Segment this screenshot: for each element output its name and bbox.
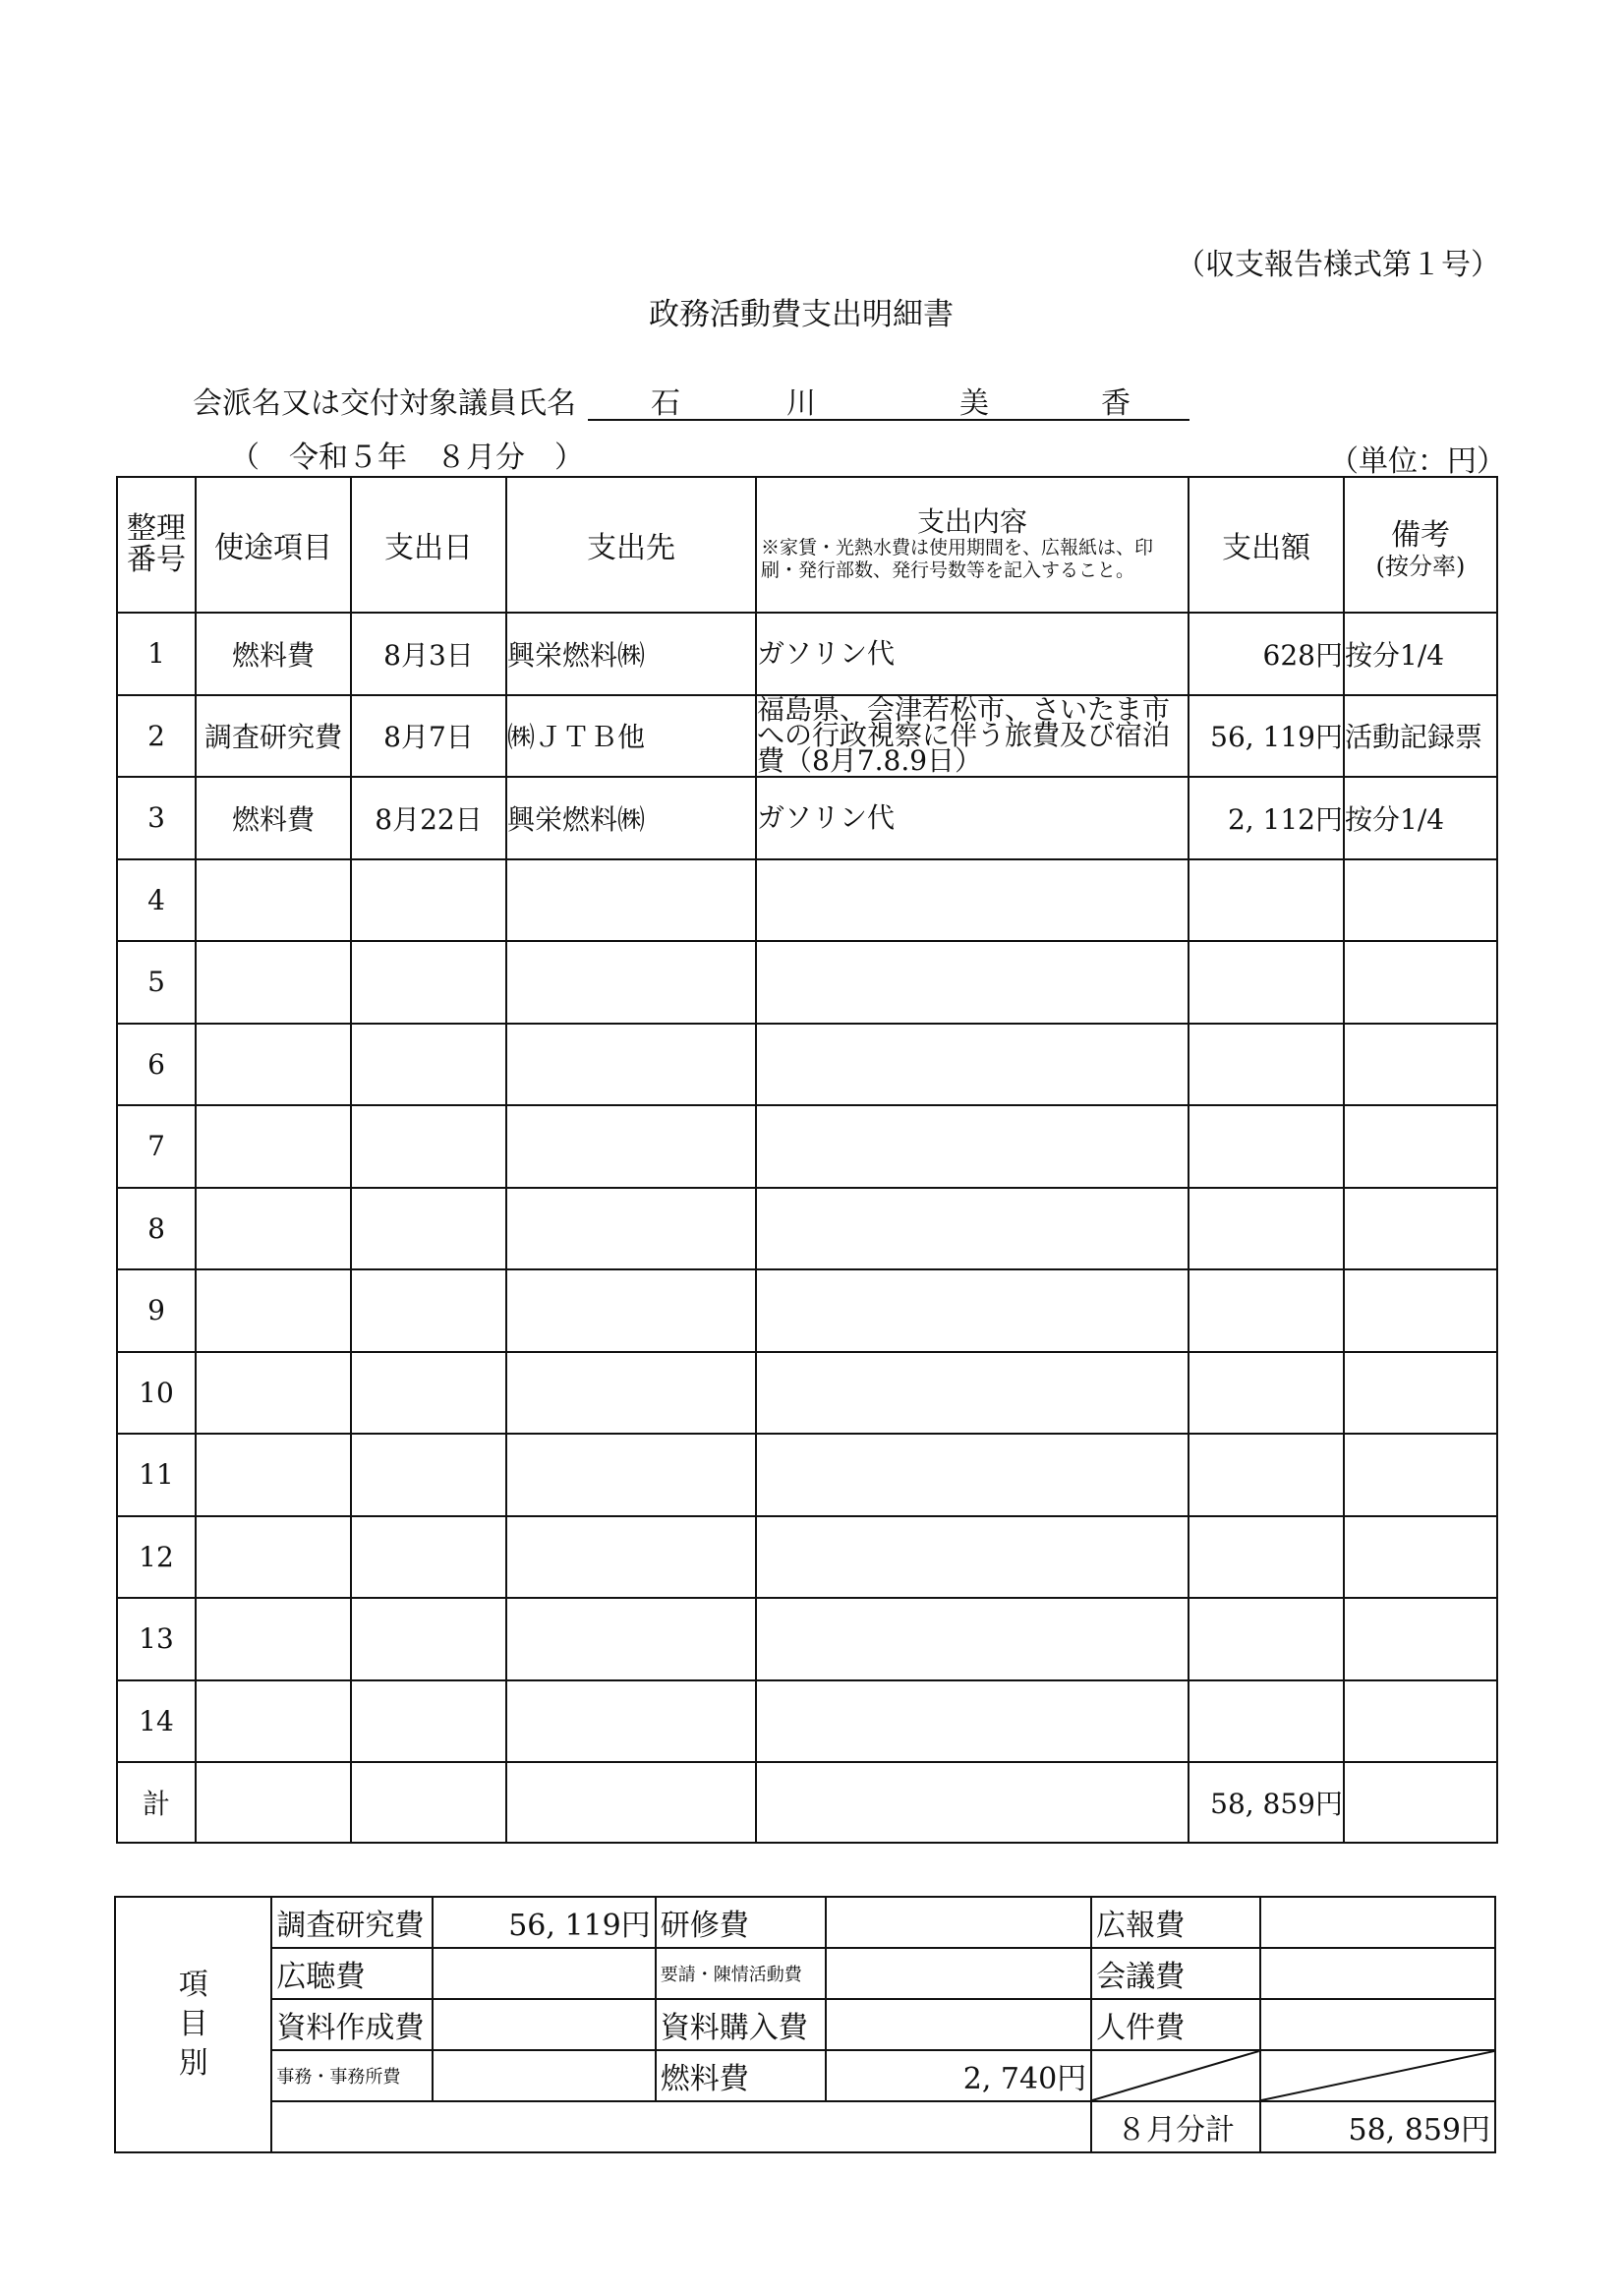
row-number: 8 [117,1188,196,1270]
row-number: 3 [117,777,196,859]
row-amount [1189,1105,1344,1188]
row-description [756,1598,1189,1680]
table-header-row [117,477,1497,613]
row-payee: 興栄燃料㈱ [506,777,756,859]
summary-value-petition [826,1948,1091,1999]
row-amount [1189,1434,1344,1516]
summary-value-training [826,1897,1091,1948]
row-description: ガソリン代 [756,613,1189,695]
row-number: 4 [117,859,196,942]
row-date [351,1105,506,1188]
total-empty-cell [506,1762,756,1843]
row-date [351,1024,506,1106]
row-amount [1189,1188,1344,1270]
row-category [196,859,351,942]
summary-value-meeting [1260,1948,1495,1999]
row-category [196,1024,351,1106]
row-category [196,1105,351,1188]
diagonal-line [1092,2051,1259,2100]
header-description-main: 支出内容 [916,505,1027,538]
row-date [351,1598,506,1680]
row-amount [1189,941,1344,1024]
table-row [117,1188,1497,1270]
row-amount [1189,1352,1344,1435]
row-date [351,1269,506,1352]
member-name-char: 川 [786,386,816,421]
report-period: （ 令和５年 ８月分 ） [230,441,584,475]
row-description [756,1105,1189,1188]
summary-label-office: 事務・事務所費 [271,2050,432,2101]
row-date [351,1352,506,1435]
row-payee [506,1680,756,1763]
row-category: 燃料費 [196,777,351,859]
table-row [117,1352,1497,1435]
header-payee: 支出先 [506,477,756,613]
row-category: 調査研究費 [196,695,351,778]
table-row [117,1680,1497,1763]
row-remarks: 按分1/4 [1344,613,1497,695]
row-payee [506,1024,756,1106]
total-row [117,1762,1497,1843]
summary-label-fuel: 燃料費 [656,2050,827,2101]
row-remarks [1344,1269,1497,1352]
row-number: 6 [117,1024,196,1106]
summary-blank-cell [271,2101,1091,2152]
summary-value-personnel [1260,1999,1495,2050]
category-label-text: 項目別 [178,1968,208,2081]
row-date [351,941,506,1024]
row-number: 1 [117,613,196,695]
row-number: 14 [117,1680,196,1763]
month-total-value: 58, 859円 [1260,2101,1495,2152]
name-label: 会派名又は交付対象議員氏名 [193,386,576,421]
header-remarks-sub: (按分率) [1375,553,1466,580]
total-label: 計 [117,1762,196,1843]
row-payee [506,941,756,1024]
row-remarks [1344,941,1497,1024]
table-row [117,777,1497,859]
row-date [351,1680,506,1763]
table-row [117,1598,1497,1680]
row-description [756,1680,1189,1763]
row-category [196,1680,351,1763]
member-name-char: 香 [1101,386,1131,421]
summary-label-meeting: 会議費 [1091,1948,1260,1999]
row-category: 燃料費 [196,613,351,695]
header-category: 使途項目 [196,477,351,613]
header-remarks-main: 備考 [1391,518,1450,553]
total-empty-cell [351,1762,506,1843]
diagonal-blank-cell [1260,2050,1495,2101]
row-remarks [1344,1598,1497,1680]
row-category [196,1269,351,1352]
member-name-char: 美 [959,386,989,421]
row-remarks [1344,1516,1497,1599]
row-description: 福島県、会津若松市、さいたま市への行政視察に伴う旅費及び宿泊費（8月7.8.9日） [756,695,1189,778]
summary-label-doc-creation: 資料作成費 [271,1999,432,2050]
row-amount: 628円 [1189,613,1344,695]
row-number: 2 [117,695,196,778]
summary-value-doc-purchase [826,1999,1091,2050]
row-payee: 興栄燃料㈱ [506,613,756,695]
row-payee [506,1434,756,1516]
table-row [117,1516,1497,1599]
row-remarks [1344,1105,1497,1188]
row-number: 10 [117,1352,196,1435]
row-category [196,1516,351,1599]
row-remarks [1344,1352,1497,1435]
header-remarks [1344,477,1497,613]
summary-value-pr [1260,1897,1495,1948]
row-description [756,1269,1189,1352]
row-category [196,941,351,1024]
header-description-note: ※家賃・光熱水費は使用期間を、広報紙は、印刷・発行部数、発行号数等を記入すること。 [761,537,1154,581]
header-description [756,477,1189,613]
category-label [115,1897,271,2152]
table-row [117,1024,1497,1106]
row-amount [1189,1024,1344,1106]
row-description [756,1434,1189,1516]
row-date [351,1516,506,1599]
header-no: 整理番号 [117,477,196,613]
row-remarks: 按分1/4 [1344,777,1497,859]
expenditure-table [116,476,1498,1844]
row-date: 8月22日 [351,777,506,859]
month-total-label: ８月分計 [1091,2101,1260,2152]
row-payee [506,1516,756,1599]
diagonal-blank-cell [1091,2050,1260,2101]
row-number: 11 [117,1434,196,1516]
table-row [117,1434,1497,1516]
row-amount [1189,859,1344,942]
row-amount [1189,1598,1344,1680]
row-number: 12 [117,1516,196,1599]
row-payee [506,1598,756,1680]
total-empty-cell [1344,1762,1497,1843]
document-title: 政務活動費支出明細書 [649,297,954,332]
row-remarks [1344,859,1497,942]
row-amount [1189,1269,1344,1352]
row-number: 7 [117,1105,196,1188]
row-payee [506,859,756,942]
row-description: ガソリン代 [756,777,1189,859]
row-payee [506,1188,756,1270]
row-remarks: 活動記録票 [1344,695,1497,778]
category-summary-table [114,1896,1496,2153]
summary-value-hearing [433,1948,656,1999]
summary-label-pr: 広報費 [1091,1897,1260,1948]
diagonal-line [1261,2051,1494,2100]
summary-value-doc-creation [433,1999,656,2050]
row-payee [506,1352,756,1435]
row-category [196,1434,351,1516]
row-amount: 2, 112円 [1189,777,1344,859]
row-remarks [1344,1434,1497,1516]
summary-value-research: 56, 119円 [433,1897,656,1948]
row-description [756,941,1189,1024]
unit-label: （単位：円） [1329,444,1506,479]
row-payee [506,1269,756,1352]
row-amount [1189,1516,1344,1599]
row-date [351,1188,506,1270]
summary-label-training: 研修費 [656,1897,827,1948]
summary-label-research: 調査研究費 [271,1897,432,1948]
summary-label-petition: 要請・陳情活動費 [656,1948,827,1999]
row-description [756,1024,1189,1106]
row-number: 13 [117,1598,196,1680]
row-date [351,1434,506,1516]
row-number: 5 [117,941,196,1024]
row-remarks [1344,1024,1497,1106]
table-row [117,859,1497,942]
row-payee [506,1105,756,1188]
total-amount: 58, 859円 [1189,1762,1344,1843]
row-category [196,1188,351,1270]
row-date: 8月3日 [351,613,506,695]
table-row [117,1269,1497,1352]
table-row [117,613,1497,695]
header-amount: 支出額 [1189,477,1344,613]
summary-label-hearing: 広聴費 [271,1948,432,1999]
row-amount: 56, 119円 [1189,695,1344,778]
row-amount [1189,1680,1344,1763]
row-payee: ㈱ＪＴＢ他 [506,695,756,778]
row-category [196,1352,351,1435]
row-remarks [1344,1680,1497,1763]
row-category [196,1598,351,1680]
row-date [351,859,506,942]
summary-value-fuel: 2, 740円 [826,2050,1091,2101]
header-date: 支出日 [351,477,506,613]
total-empty-cell [756,1762,1189,1843]
form-code: （収支報告様式第１号） [1176,248,1500,282]
summary-label-personnel: 人件費 [1091,1999,1260,2050]
table-row [117,695,1497,778]
row-description [756,1188,1189,1270]
table-row [117,941,1497,1024]
row-description [756,859,1189,942]
member-name-char: 石 [651,386,680,421]
row-number: 9 [117,1269,196,1352]
table-row [117,1105,1497,1188]
summary-label-doc-purchase: 資料購入費 [656,1999,827,2050]
summary-value-office [433,2050,656,2101]
row-description [756,1352,1189,1435]
total-empty-cell [196,1762,351,1843]
row-remarks [1344,1188,1497,1270]
row-description [756,1516,1189,1599]
row-date: 8月7日 [351,695,506,778]
